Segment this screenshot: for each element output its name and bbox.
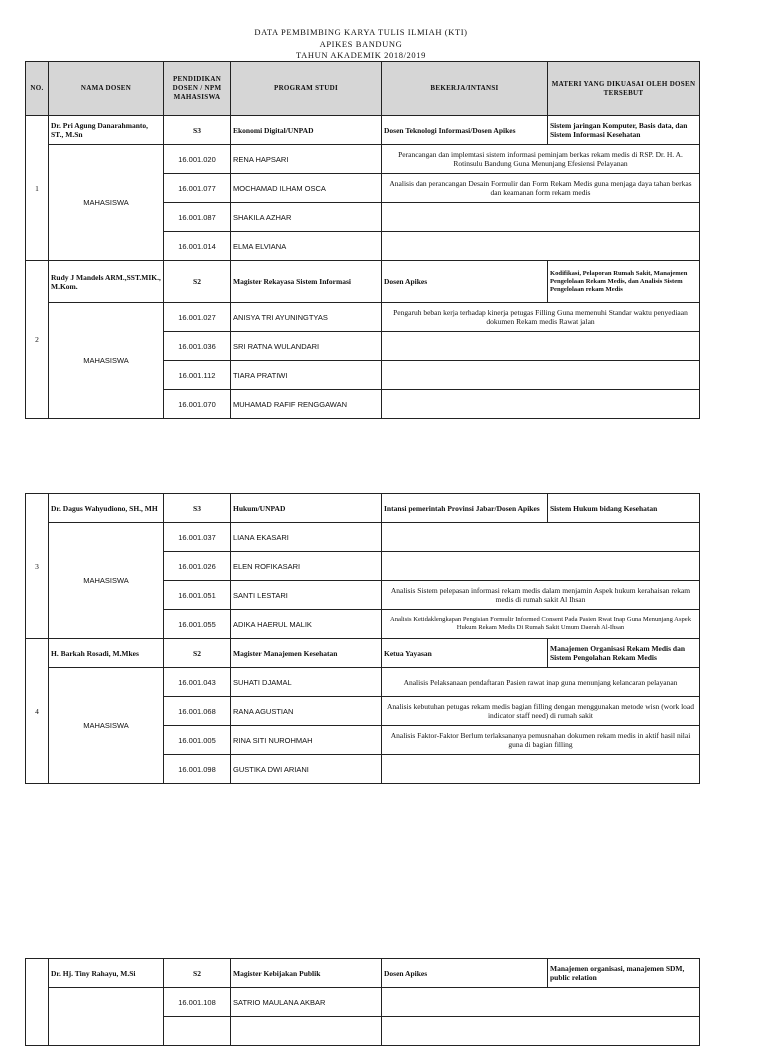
student-name: TIARA PRATIWI (231, 361, 382, 390)
student-row (26, 668, 700, 697)
dosen-pendidikan: S3 (164, 494, 231, 523)
student-npm: 16.001.070 (164, 390, 231, 419)
dosen-prodi: Magister Rekayasa Sistem Informasi (231, 261, 382, 303)
mahasiswa-label: MAHASISWA (49, 523, 164, 639)
student-judul: Pengaruh beban kerja terhadap kinerja petugas Filling Guna memenuhi Standar waktu penyediaan dokumen Rekam medis Rawat jalan (382, 303, 700, 332)
student-name: RENA HAPSARI (231, 145, 382, 174)
student-npm (164, 1017, 231, 1046)
student-judul (382, 552, 700, 581)
dosen-row (26, 116, 700, 145)
student-npm: 16.001.112 (164, 361, 231, 390)
title-line-3: TAHUN AKADEMIK 2018/2019 (296, 50, 426, 61)
dosen-materi: Manajemen Organisasi Rekam Medis dan Sistem Pengolahan Rekam Medis (548, 639, 700, 668)
dosen-instansi: Dosen Apikes (382, 959, 548, 988)
mahasiswa-cell (49, 988, 164, 1046)
dosen-name: Dr. Dagus Wahyudiono, SH., MH (49, 494, 164, 523)
student-name: ELMA ELVIANA (231, 232, 382, 261)
student-judul (382, 332, 700, 361)
student-npm: 16.001.027 (164, 303, 231, 332)
dosen-materi: Manajemen organisasi, manajemen SDM, public relation (548, 959, 700, 988)
student-judul: Analisis Pelaksanaan pendaftaran Pasien rawat inap guna menunjang kelancaran pelayanan (382, 668, 700, 697)
dosen-instansi: Dosen Teknologi Informasi/Dosen Apikes (382, 116, 548, 145)
student-npm: 16.001.055 (164, 610, 231, 639)
dosen-name: Rudy J Mandels ARM.,SST.MIK., M.Kom. (49, 261, 164, 303)
student-row (26, 303, 700, 332)
dosen-row (26, 639, 700, 668)
student-judul (382, 390, 700, 419)
student-judul: Analisis Sistem pelepasan informasi rekam medis dalam menjamin Aspek hukum kerahaisan rekam medis di rumah sakit Al Ihsan (382, 581, 700, 610)
student-judul (382, 232, 700, 261)
student-name: GUSTIKA DWI ARIANI (231, 755, 382, 784)
student-npm: 16.001.108 (164, 988, 231, 1017)
dosen-name: H. Barkah Rosadi, M.Mkes (49, 639, 164, 668)
document-title (0, 27, 722, 62)
student-judul (382, 361, 700, 390)
student-row (26, 988, 700, 1017)
header-program-studi: PROGRAM STUDI (231, 62, 382, 116)
student-name: SRI RATNA WULANDARI (231, 332, 382, 361)
kti-table-3 (25, 958, 700, 1046)
student-name: SANTI LESTARI (231, 581, 382, 610)
dosen-row (26, 959, 700, 988)
dosen-materi: Kodifikasi, Pelaporan Rumah Sakit, Manajemen Pengelolaan Rekam Medis, dan Analisis Sistem Pengelolaan rekam Medis (548, 261, 700, 303)
student-name: SHAKILA AZHAR (231, 203, 382, 232)
kti-table-2 (25, 493, 700, 784)
student-judul (382, 1017, 700, 1046)
student-name (231, 1017, 382, 1046)
student-name: MOCHAMAD ILHAM OSCA (231, 174, 382, 203)
student-name: ANISYA TRI AYUNINGTYAS (231, 303, 382, 332)
mahasiswa-label: MAHASISWA (49, 145, 164, 261)
student-row (26, 145, 700, 174)
title-line-2: APIKES BANDUNG (319, 38, 403, 49)
kti-table-1 (25, 61, 700, 419)
header-pendidikan: PENDIDIKAN DOSEN / NPM MAHASISWA (164, 62, 231, 116)
student-npm: 16.001.068 (164, 697, 231, 726)
student-judul (382, 988, 700, 1017)
dosen-prodi: Hukum/UNPAD (231, 494, 382, 523)
dosen-prodi: Magister Kebijakan Publik (231, 959, 382, 988)
student-name: SATRIO MAULANA AKBAR (231, 988, 382, 1017)
student-judul (382, 755, 700, 784)
mahasiswa-label: MAHASISWA (49, 668, 164, 784)
student-npm: 16.001.037 (164, 523, 231, 552)
dosen-row (26, 494, 700, 523)
dosen-pendidikan: S3 (164, 116, 231, 145)
student-name: ELEN ROFIKASARI (231, 552, 382, 581)
dosen-prodi: Magister Manajemen Kesehatan (231, 639, 382, 668)
group-number: 3 (26, 494, 49, 639)
dosen-instansi: Ketua Yayasan (382, 639, 548, 668)
group-number (26, 959, 49, 1046)
dosen-name: Dr. Hj. Tiny Rahayu, M.Si (49, 959, 164, 988)
student-npm: 16.001.020 (164, 145, 231, 174)
student-judul: Analisis Ketidaklengkapan Pengisian Formulir Informed Consent Pada Pasien Rwat Inap Guna Menunjang Aspek Hukum Rekam Medis Di Rumah Sakit Umum Daerah Al-Ihsan (382, 610, 700, 639)
student-npm: 16.001.051 (164, 581, 231, 610)
dosen-pendidikan: S2 (164, 959, 231, 988)
mahasiswa-label: MAHASISWA (49, 303, 164, 419)
student-judul (382, 523, 700, 552)
group-number: 4 (26, 639, 49, 784)
student-npm: 16.001.036 (164, 332, 231, 361)
student-judul (382, 203, 700, 232)
dosen-pendidikan: S2 (164, 261, 231, 303)
group-number: 2 (26, 261, 49, 419)
header-no: NO. (26, 62, 49, 116)
student-npm: 16.001.043 (164, 668, 231, 697)
header-nama-dosen: NAMA DOSEN (49, 62, 164, 116)
dosen-name: Dr. Pri Agung Danarahmanto, ST., M.Sn (49, 116, 164, 145)
title-line-1: DATA PEMBIMBING KARYA TULIS ILMIAH (KTI) (254, 27, 468, 37)
dosen-materi: Sistem jaringan Komputer, Basis data, dan Sistem Informasi Kesehatan (548, 116, 700, 145)
student-name: RINA SITI NUROHMAH (231, 726, 382, 755)
student-judul: Analisis dan perancangan Desain Formulir dan Form Rekam Medis guna menjaga daya tahan berkas dan keamanan form rekam medis (382, 174, 700, 203)
student-judul: Perancangan dan implemtasi sistem informasi peminjam berkas rekam medis di RSP. Dr. H. A. Rotinsulu Bandung Guna Menunjang Efesiensi Pelayanan (382, 145, 700, 174)
header-row (26, 62, 700, 116)
dosen-materi: Sistem Hukum bidang Kesehatan (548, 494, 700, 523)
student-npm: 16.001.098 (164, 755, 231, 784)
student-judul: Analisis Faktor-Faktor Berlum terlaksananya pemusnahan dokumen rekam medis in aktif hasil nilai guna di bagian filling (382, 726, 700, 755)
student-npm: 16.001.014 (164, 232, 231, 261)
header-materi: MATERI YANG DIKUASAI OLEH DOSEN TERSEBUT (548, 62, 700, 116)
dosen-pendidikan: S2 (164, 639, 231, 668)
student-name: LIANA EKASARI (231, 523, 382, 552)
student-npm: 16.001.026 (164, 552, 231, 581)
dosen-row (26, 261, 700, 303)
student-npm: 16.001.087 (164, 203, 231, 232)
dosen-instansi: Intansi pemerintah Provinsi Jabar/Dosen Apikes (382, 494, 548, 523)
header-bekerja-instansi: BEKERJA/INTANSI (382, 62, 548, 116)
student-name: MUHAMAD RAFIF RENGGAWAN (231, 390, 382, 419)
student-judul: Analisis kebutuhan petugas rekam medis bagian filling dengan menggunakan metode wisn (work load indicator staff need) di rumah sakit (382, 697, 700, 726)
group-number: 1 (26, 116, 49, 261)
student-npm: 16.001.077 (164, 174, 231, 203)
student-npm: 16.001.005 (164, 726, 231, 755)
student-name: SUHATI DJAMAL (231, 668, 382, 697)
student-name: RANA AGUSTIAN (231, 697, 382, 726)
student-name: ADIKA HAERUL MALIK (231, 610, 382, 639)
student-row (26, 523, 700, 552)
dosen-prodi: Ekonomi Digital/UNPAD (231, 116, 382, 145)
dosen-instansi: Dosen Apikes (382, 261, 548, 303)
